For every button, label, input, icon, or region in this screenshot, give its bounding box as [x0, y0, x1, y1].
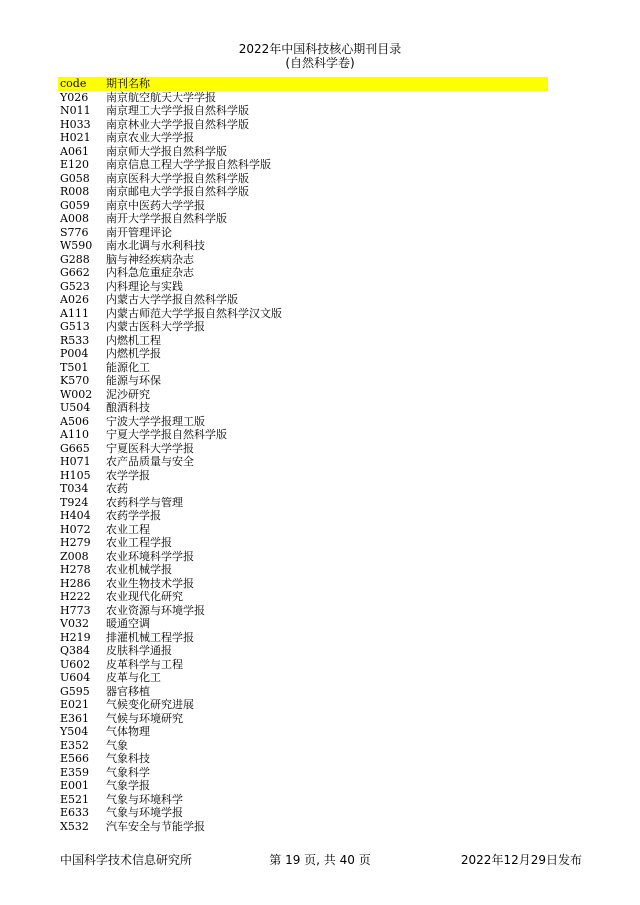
table-row — [58, 509, 548, 523]
table-row — [58, 226, 548, 240]
journal-code: H033 — [60, 117, 91, 131]
journal-name: 农业生物技术学报 — [106, 576, 194, 590]
journal-name: 暖通空调 — [106, 617, 150, 630]
table-row — [58, 266, 548, 280]
journal-code: H105 — [60, 468, 91, 482]
table-row — [58, 604, 548, 618]
journal-name: 农学学报 — [106, 468, 150, 482]
table-row — [58, 361, 548, 375]
journal-name: 农产品质量与安全 — [106, 455, 194, 468]
journal-code: G662 — [60, 266, 90, 279]
journal-name: 汽车安全与节能学报 — [106, 819, 205, 833]
table-row — [58, 536, 548, 550]
footer-date: 2022年12月29日发布 — [460, 853, 582, 867]
journal-code: E361 — [60, 711, 90, 725]
journal-code: E352 — [60, 738, 90, 752]
journal-code: H219 — [60, 630, 91, 644]
journal-name: 内蒙古大学学报自然科学版 — [106, 293, 238, 306]
journal-code: A061 — [60, 144, 89, 158]
journal-code: G288 — [60, 252, 90, 266]
journal-code: E633 — [60, 806, 90, 819]
journal-name: 内蒙古医科大学学报 — [106, 320, 205, 333]
journal-code: H404 — [60, 509, 91, 522]
journal-code: E566 — [60, 752, 90, 765]
journal-code: P004 — [60, 347, 89, 360]
journal-code: T924 — [60, 495, 89, 509]
journal-name: 泥沙研究 — [106, 387, 150, 401]
page-title: 2022年中国科技核心期刊目录 — [238, 42, 402, 56]
table-row — [58, 280, 548, 294]
journal-code: A111 — [60, 306, 89, 320]
table-row — [58, 793, 548, 807]
journal-code: G058 — [60, 171, 90, 185]
journal-code: S776 — [60, 225, 89, 239]
footer-publisher: 中国科学技术信息研究所 — [60, 853, 193, 867]
journal-code: T034 — [60, 482, 89, 495]
journal-name: 农药 — [106, 482, 128, 495]
journal-name: 宁夏医科大学学报 — [106, 441, 194, 455]
journal-name: 南京理工大学学报自然科学版 — [106, 104, 249, 117]
table-row — [58, 131, 548, 145]
table-row — [58, 523, 548, 537]
table-row — [58, 374, 548, 388]
journal-code: H072 — [60, 522, 91, 536]
table-row — [58, 671, 548, 685]
table-row — [58, 347, 548, 361]
journal-name: 南京中医药大学学报 — [106, 198, 205, 212]
table-row — [58, 496, 548, 510]
table-row — [58, 428, 548, 442]
journal-name: 农业现代化研究 — [106, 590, 183, 603]
table-row — [58, 752, 548, 766]
journal-name: 器官移植 — [106, 684, 150, 698]
journal-name: 排灌机械工程学报 — [106, 630, 194, 644]
footer-page-number: 第 19 页, 共 40 页 — [269, 853, 371, 867]
table-row — [58, 320, 548, 334]
journal-name: 内燃机工程 — [106, 333, 161, 347]
journal-name: 气象学报 — [106, 779, 150, 792]
table-row — [58, 185, 548, 199]
journal-name: 农业资源与环境学报 — [106, 603, 205, 617]
journal-code: N011 — [60, 104, 91, 117]
journal-name: 气候与环境研究 — [106, 711, 183, 725]
table-row — [58, 469, 548, 483]
journal-code: A026 — [60, 293, 89, 306]
table-header — [58, 77, 548, 91]
journal-code: E021 — [60, 698, 90, 711]
table-row — [58, 806, 548, 820]
journal-code: T501 — [60, 360, 89, 374]
table-row — [58, 334, 548, 348]
table-row — [58, 712, 548, 726]
table-row — [58, 239, 548, 253]
journal-name: 酿酒科技 — [106, 401, 150, 414]
journal-name: 农业机械学报 — [106, 563, 172, 576]
journal-code: G523 — [60, 279, 90, 293]
journal-code: E120 — [60, 158, 90, 171]
journal-code: R533 — [60, 333, 90, 347]
journal-code: Y504 — [60, 725, 89, 738]
journal-code: A008 — [60, 212, 89, 225]
table-row — [58, 563, 548, 577]
journal-name: 能源化工 — [106, 360, 150, 374]
journal-name: 南京师大学报自然科学版 — [106, 144, 227, 158]
journal-name: 农业环境科学学报 — [106, 549, 194, 563]
journal-name: 南京信息工程大学学报自然科学版 — [106, 158, 271, 171]
journal-name: 皮肤科学通报 — [106, 644, 172, 657]
table-row — [58, 658, 548, 672]
journal-name: 能源与环保 — [106, 374, 161, 387]
table-row — [58, 253, 548, 267]
journal-code: K570 — [60, 374, 90, 387]
journal-code: W002 — [60, 387, 93, 401]
table-row — [58, 739, 548, 753]
journal-name: 气体物理 — [106, 725, 150, 738]
journal-name: 南水北调与水利科技 — [106, 239, 205, 252]
journal-code: Q384 — [60, 644, 91, 657]
header-name: 期刊名称 — [106, 77, 150, 90]
table-row — [58, 104, 548, 118]
journal-name: 宁波大学学报理工版 — [106, 414, 205, 428]
journal-code: U504 — [60, 401, 91, 414]
table-row — [58, 631, 548, 645]
journal-name: 内蒙古师范大学学报自然科学汉文版 — [106, 306, 282, 320]
table-row — [58, 212, 548, 226]
table-row — [58, 293, 548, 307]
table-row — [58, 307, 548, 321]
table-row — [58, 577, 548, 591]
journal-code: H222 — [60, 590, 91, 603]
journal-code: E521 — [60, 792, 90, 806]
journal-name: 内燃机学报 — [106, 347, 161, 360]
journal-code: R008 — [60, 185, 90, 198]
journal-code: X532 — [60, 819, 89, 833]
journal-code: G513 — [60, 320, 90, 333]
table-body — [58, 91, 548, 834]
table-row — [58, 415, 548, 429]
journal-name: 南京邮电大学学报自然科学版 — [106, 185, 249, 198]
journal-name: 气象科学 — [106, 765, 150, 779]
journal-code: A506 — [60, 414, 89, 428]
journal-name: 内科急危重症杂志 — [106, 266, 194, 279]
journal-name: 农业工程 — [106, 522, 150, 536]
journal-name: 气象 — [106, 738, 128, 752]
table-row — [58, 725, 548, 739]
journal-code: V032 — [60, 617, 89, 630]
table-row — [58, 145, 548, 159]
journal-code: A110 — [60, 428, 89, 441]
table-row — [58, 199, 548, 213]
table-row — [58, 766, 548, 780]
journal-name: 南京医科大学学报自然科学版 — [106, 171, 249, 185]
table-row — [58, 644, 548, 658]
table-row — [58, 442, 548, 456]
journal-code: W590 — [60, 239, 93, 252]
journal-code: H286 — [60, 576, 91, 590]
table-row — [58, 401, 548, 415]
journal-code: H279 — [60, 536, 91, 549]
journal-name: 气象与环境科学 — [106, 792, 183, 806]
journal-code: H773 — [60, 603, 91, 617]
journal-code: G665 — [60, 441, 90, 455]
journal-table — [58, 77, 548, 833]
journal-code: H021 — [60, 131, 91, 144]
journal-name: 南京林业大学学报自然科学版 — [106, 117, 249, 131]
table-row — [58, 617, 548, 631]
journal-name: 宁夏大学学报自然科学版 — [106, 428, 227, 441]
journal-code: G595 — [60, 684, 90, 698]
table-row — [58, 698, 548, 712]
journal-name: 农药学学报 — [106, 509, 161, 522]
journal-code: E001 — [60, 779, 90, 792]
table-row — [58, 779, 548, 793]
table-row — [58, 158, 548, 172]
journal-name: 南开管理评论 — [106, 225, 172, 239]
journal-name: 气象与环境学报 — [106, 806, 183, 819]
journal-code: G059 — [60, 198, 90, 212]
journal-code: Z008 — [60, 549, 89, 563]
table-row — [58, 685, 548, 699]
journal-name: 气候变化研究进展 — [106, 698, 194, 711]
journal-name: 南京农业大学学报 — [106, 131, 194, 144]
journal-code: H278 — [60, 563, 91, 576]
table-row — [58, 590, 548, 604]
table-row — [58, 172, 548, 186]
table-row — [58, 455, 548, 469]
journal-code: U602 — [60, 657, 91, 671]
table-row — [58, 482, 548, 496]
journal-name: 皮革与化工 — [106, 671, 161, 684]
table-row — [58, 820, 548, 834]
journal-code: U604 — [60, 671, 91, 684]
journal-name: 农药科学与管理 — [106, 495, 183, 509]
table-row — [58, 118, 548, 132]
journal-name: 南京航空航天大学学报 — [106, 90, 216, 104]
journal-name: 农业工程学报 — [106, 536, 172, 549]
journal-name: 气象科技 — [106, 752, 150, 765]
table-row — [58, 550, 548, 564]
journal-code: E359 — [60, 765, 90, 779]
journal-code: Y026 — [60, 90, 89, 104]
journal-name: 南开大学学报自然科学版 — [106, 212, 227, 225]
page-subtitle: (自然科学卷) — [285, 56, 355, 70]
journal-code: H071 — [60, 455, 91, 468]
header-code: code — [60, 77, 87, 90]
journal-name: 脑与神经疾病杂志 — [106, 252, 194, 266]
journal-name: 内科理论与实践 — [106, 279, 183, 293]
table-row — [58, 388, 548, 402]
table-row — [58, 91, 548, 105]
journal-name: 皮革科学与工程 — [106, 657, 183, 671]
